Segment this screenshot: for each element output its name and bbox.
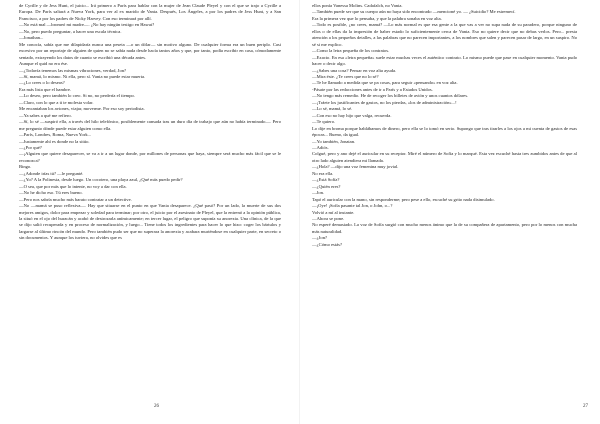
paragraph: Aunque el quid no era ése.	[19, 61, 68, 67]
left-page-number: 26	[154, 404, 159, 409]
paragraph: Me encantaban los aviones, viajar, moverme. Por eso soy periodista.	[19, 106, 145, 112]
paragraph: Bingo.	[19, 164, 32, 170]
paragraph: —¿Por qué?	[19, 144, 42, 150]
paragraph: —¡Oye! ¡Sofía pasante tal Jon, o John, o...?	[312, 203, 393, 209]
paragraph: —Lo deseo, pero también lo creo. Si no, no perdería el tiempo.	[19, 93, 135, 99]
paragraph: —¿Jon?	[312, 235, 328, 241]
paragraph: —¿Está Sofía?	[312, 177, 340, 183]
paragraph: —Mira éste. ¿Te crees que no lo sé?	[312, 73, 379, 79]
paragraph: —No he dicho eso. Tú eres bueno.	[19, 190, 83, 196]
paragraph: —Te he llamado a medida que se pa cosas, para seguir «pensando» en voz alta.	[312, 80, 458, 86]
paragraph: Era más lista que el hambre.	[19, 86, 72, 92]
paragraph: Colgué, pero y ano dejé el auricular en su receptor. Miré el número de Sofía y lo marqué. Esta vez escuché hasta tres zumbidos antes de que al otro lado alguien atendiera mi llamada.	[312, 151, 577, 163]
paragraph: —No —mamá se puso reflexiva—. Hay que situarse en el punto en que Vania desaparece. ¿Qué pasó? Por un lado, la muerte de sus dos mejores amigos, dolor para empezar y soledad para terminar; por otro, el juicio por el asesinato de Pleyel, que la entrenó a la opinión pública, la situó en el ojo del huracán y acabó de destrozarla anímicamente; en tercer lugar, el peligro que suponía su anorexia. Una clínica, de la que se dijo salió recuperada y en proceso de normalización, y luego... Tiene todos los ingredientes para hacer lo que hizo: coger los bártulos y largarse al último rincón del mundo. Pero también pudo ser que no superara la anorexia y acabara muriéndose en cualquier parte, en secreto o sin documentos. Y aunque los tuviera, no olvides que es	[19, 203, 281, 241]
left-page-text	[19, 3, 281, 242]
right-page-text	[312, 3, 577, 248]
paragraph: —¿Todavía tenemos las mismas vibraciones, verdad, Jon?	[19, 67, 127, 73]
paragraph: —Jon.	[312, 190, 325, 196]
paragraph: No esperé demasiado. La voz de Sofía surgió con mucho menos ánimo que la de su compañera de apartamento, pero por lo menos con mucha más naturalidad.	[312, 222, 577, 234]
paragraph: —Con eso no hay hijo que valga, recuerda.	[312, 112, 392, 118]
paragraph: —¿Lo crees o lo deseas?	[19, 80, 65, 86]
paragraph: Volvió a mí al instante.	[312, 209, 355, 215]
paragraph: —Adiós.	[312, 144, 329, 150]
paragraph: —Yo también, Jonatan.	[312, 138, 356, 144]
paragraph: —¿Sabes una cosa? Pensar en voz alta ayuda.	[312, 67, 397, 73]
paragraph: —No tengo más remedio. He de recoger los billetes de avión y unos cuantos dólares.	[312, 93, 469, 99]
paragraph: Tapó el auricular con la mano, sin responderme; pero pese a ello, escuché su grito nada disimulado.	[312, 196, 495, 202]
paragraph: —¡Alguien que quiere desaparecer, se va a ir a un lugar donde, por millones de personas que haya, siempre será mucho más fácil que se le reconozca?	[19, 151, 281, 163]
paragraph: —Jonathan...	[19, 35, 44, 41]
paragraph: —Justamente ahí es donde no la sitúo.	[19, 138, 90, 144]
paragraph: de Cyrille y de Jess Hunt, el juicio... Irá primero a París para hablar con la mujer de Jean Claude Pleyel y con el que se trajo a Cyrille a Europa. De París saltará a Nueva York, para ver al ex marido de Vania. Después, Los Ángeles, a por los padres de Jess Hunt, y a San Francisco, a por los padres de Nicky Harvey. Con eso terminará por allí.	[19, 3, 281, 21]
paragraph: No era ella.	[312, 170, 334, 176]
paragraph: —Todo es posible, ¿no crees, mamá? —Lo más normal es que esa gente a la que vas a ver no supa nada de su paradero, porque ninguno de ellos o de ellas da la impresión de haber estado lo suficientemente cerca de Vania. Eso no quiere decir que no debas verlos. Pero... presta atención a los pequeños detalles, a las palabras que no parecen importantes, a los nombres que salen y parecen pasar de largo, en un suspiro. No sé si me explico.	[312, 22, 577, 47]
paragraph: —Ahora se pone.	[312, 215, 345, 221]
paragraph: —¿Hola? —dijo una voz femenina muy jovial.	[312, 164, 399, 170]
paragraph: —O sea, que por más que lo intente, no voy a dar con ella.	[19, 183, 127, 189]
paragraph: —¿Quién eres?	[312, 183, 341, 189]
paragraph: —Lo sé, mamá, lo sé.	[312, 106, 353, 112]
right-page	[300, 0, 600, 424]
paragraph: —Te quiero.	[312, 119, 336, 125]
paragraph: —No está mal —bromeó mi madre—. ¿No hay ningún testigo en Hawai?	[19, 22, 155, 28]
paragraph: —Claro, con lo que a ti te molesta volar.	[19, 99, 94, 105]
paragraph: Lo dije en broma porque hablábamos de dinero, pero ella se lo tomó en serio. Supongo que tras tirarles a los ojos a mi cuenta de gastos de esas épocas... Bueno, da igual.	[312, 125, 577, 138]
paragraph: —Sí, mamá, lo mismo. Ni ella, pero sí. Vania no puede estar muerta.	[19, 73, 146, 79]
paragraph: —¿Cómo estás?	[312, 241, 342, 247]
paragraph: —También puede ser que su cuerpo aún no haya sido encontrado —mencioné yo. — ¿Suicidio? Me estremecí.	[312, 9, 516, 15]
paragraph: —París, Londres, Roma, Nueva York...	[19, 132, 92, 138]
paragraph: —¿Adonde irías tú? —le pregunté.	[19, 170, 84, 176]
paragraph: —Exacto. En esa «letra pequeña» suele estar muchas veces el auténtico contrato. Lo mismo puede que pase en cualquier momento. Vania pudo hacer o decir algo.	[312, 54, 577, 67]
paragraph: —Sí, lo sé —suspiró ella, a través del hilo telefónico, posiblemente cansada tras un duro día de trabajo que aún no había terminado—. Pero me pregunto dónde puede estar alguien como ella.	[19, 119, 281, 131]
paragraph: —¡Tráete los justificantes de gastos, no los pierdas, «los de administración»...!	[312, 99, 457, 105]
paragraph: Me conocía, sabía que me dilapidaría nunca una peseta —o un dólar— sin motivo alguno. De cualquier forma era un buen periplo. Casi excesivo por un reportaje de alguien de quien no se sabía nada desde hacía tantos años y que, por tanto, podía escribir en casa, cómodamente sentado, extrayendo los datos de cuanto se escribió una década antes.	[19, 41, 281, 60]
paragraph: —Pero nos sabría mucho más barato contratar a un detective.	[19, 196, 132, 202]
right-page-number: 27	[583, 404, 588, 409]
paragraph: —¿Yo? A la Polinesia, desde luego. Un cocotero, una playa azul, ¿Qué más puedo pedir?	[19, 177, 183, 183]
paragraph: —No, pero puedo preguntar, a hacer una escala técnica.	[19, 28, 122, 34]
paragraph: —Como la letra pequeña de los contratos.	[312, 48, 390, 54]
paragraph: -Pásate por las redacciones antes de ir a París y a Estados Unidos.	[312, 86, 433, 92]
paragraph: Era la primera vez que lo pensaba, y que la palabra sonaba en voz alta.	[312, 15, 442, 21]
paragraph: ellos ponía Vanessa Molins. Cadafalch, no Vania.	[312, 3, 403, 8]
paragraph: —Ya sabes a qué me refiero.	[19, 112, 72, 118]
